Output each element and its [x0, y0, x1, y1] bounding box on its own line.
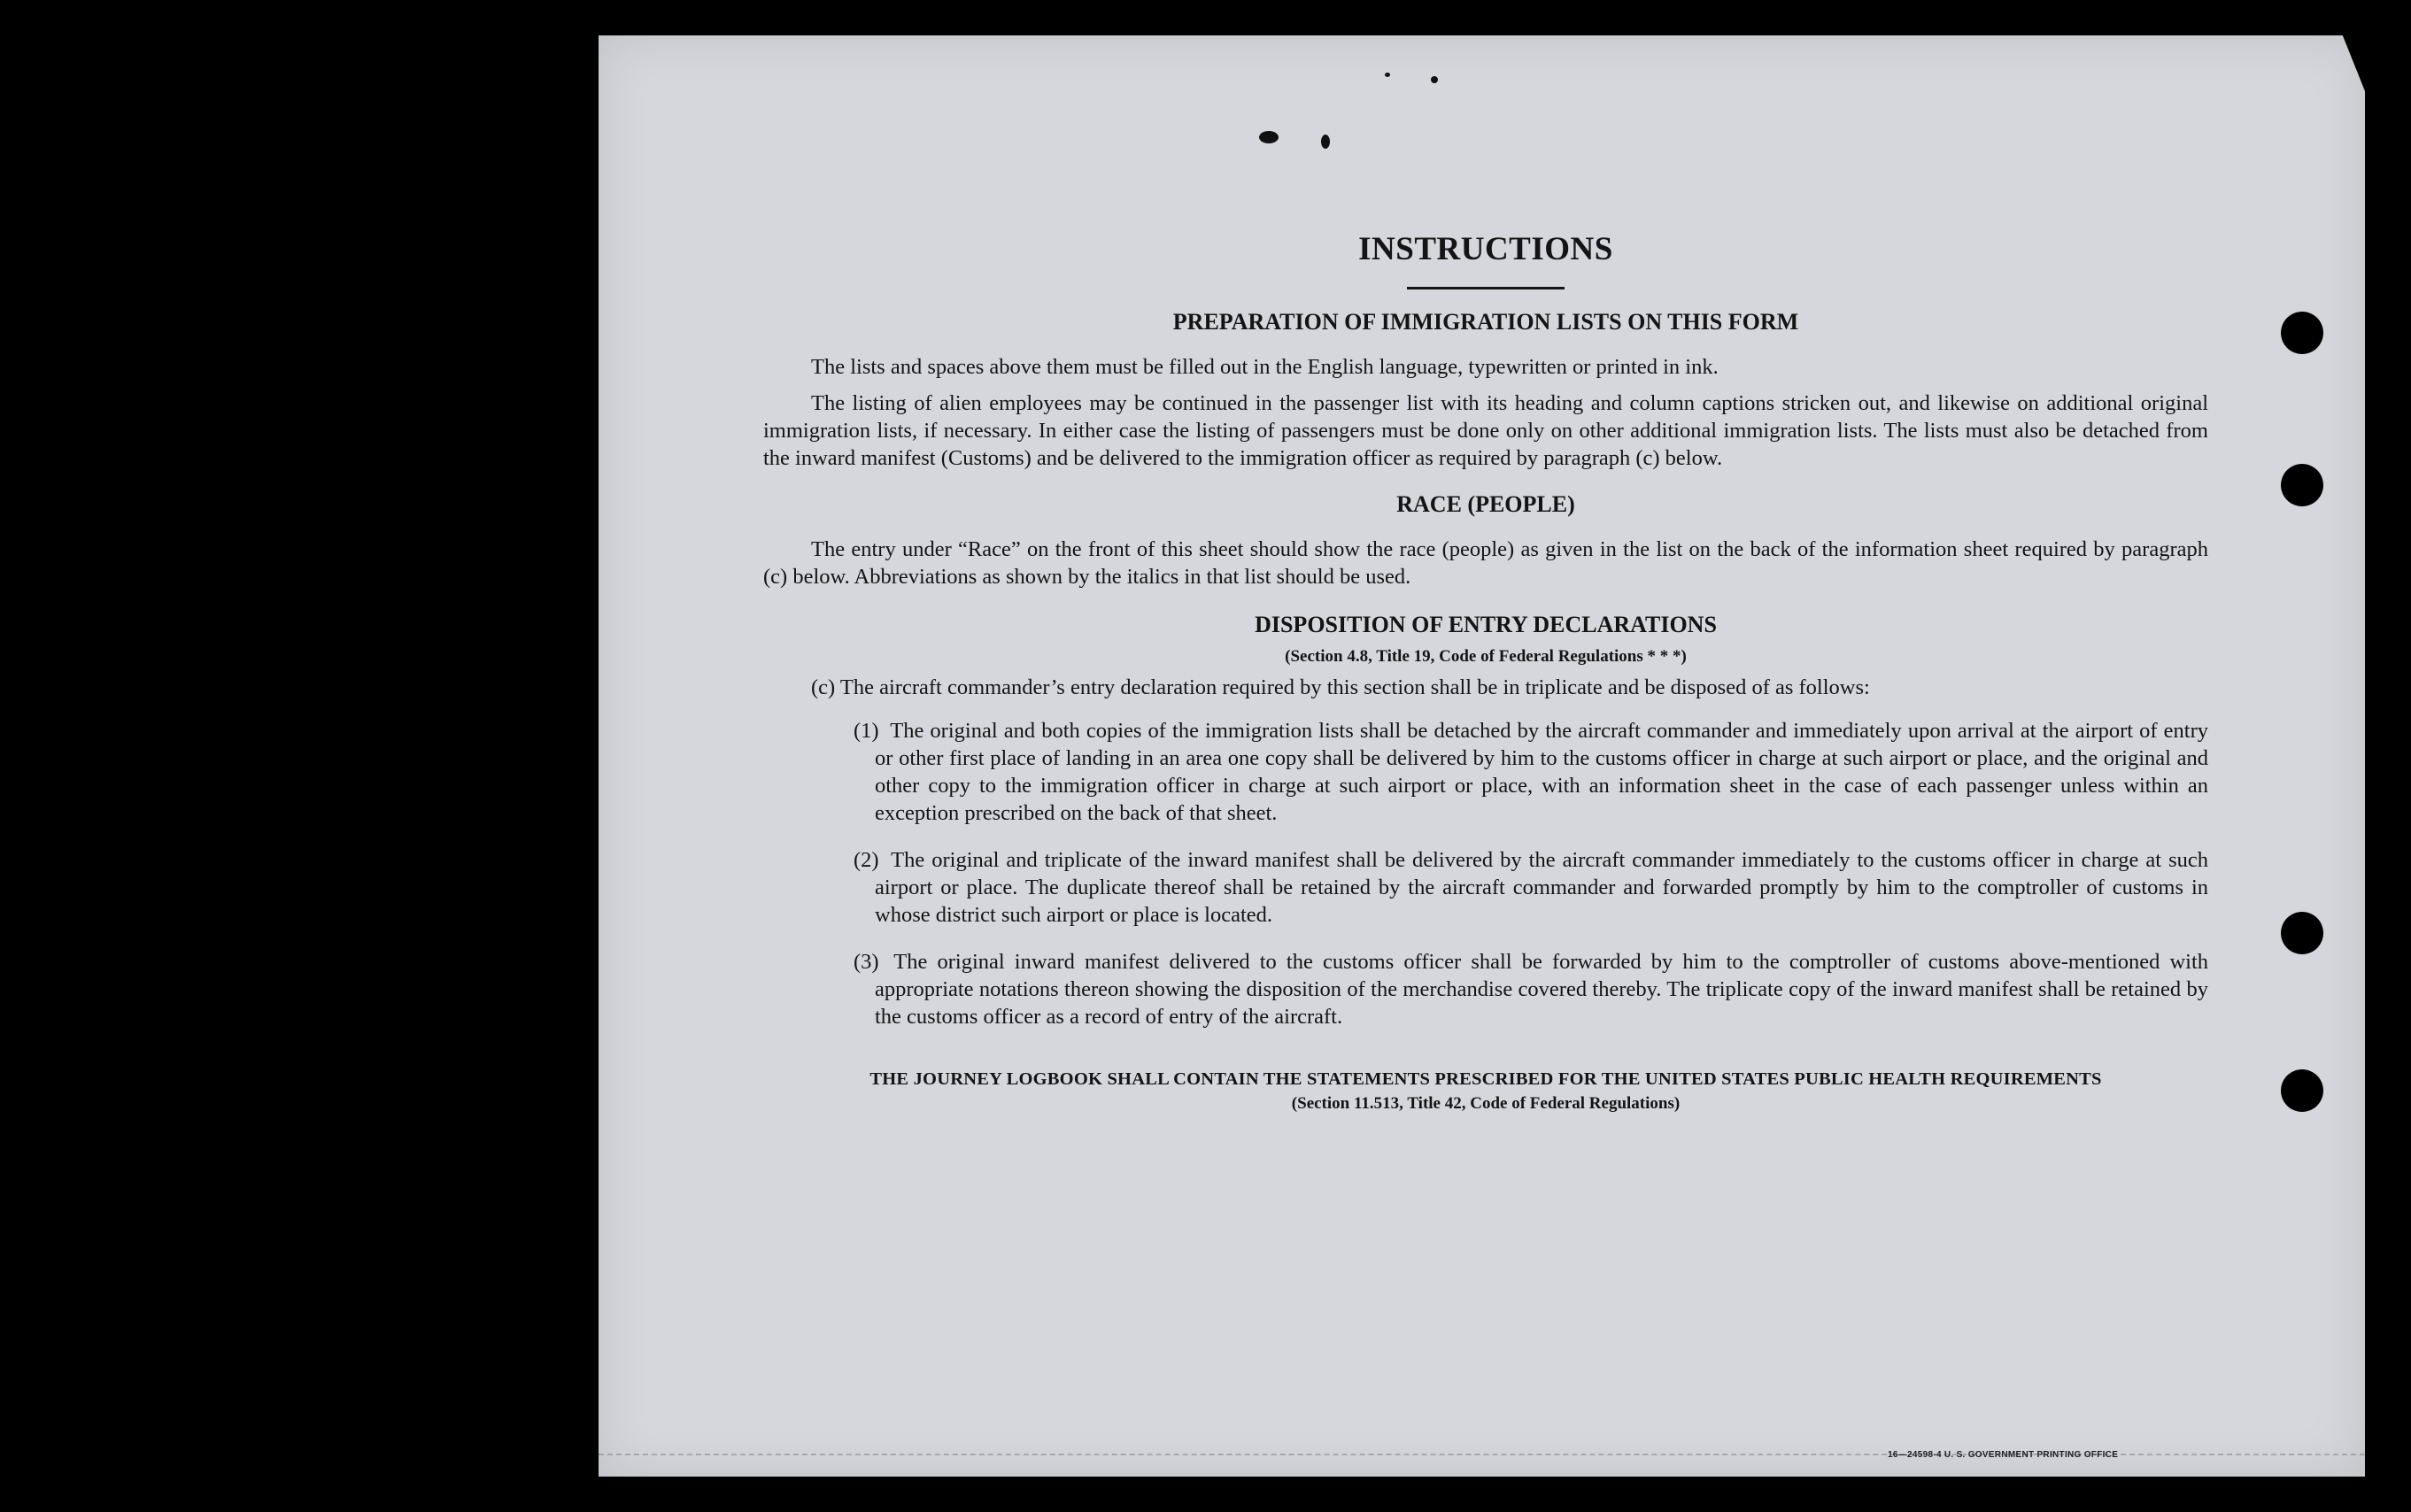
ink-speck	[1385, 73, 1390, 77]
document-title: INSTRUCTIONS	[1358, 231, 1613, 267]
disposition-item-2	[854, 846, 2208, 929]
race-paragraph: The entry under “Race” on the front of this sheet should show the race (people) as given in the list on the back of the information sheet required by paragraph (c) below. Abbreviations as shown by the italics in that list should be used.	[763, 536, 2208, 589]
disposition-item-3	[854, 948, 2208, 1030]
item-text: The original and both copies of the immigration lists shall be detached by the aircraft commander and immediately upon arrival at the airport of entry or other first place of landing in an area one copy shall be delivered by him to the customs officer in charge at such airport or place, and the original and other copy to the immigration officer in charge at such airport or place, with an information sheet in the case of each passenger unless within an exception prescribed on the back of that sheet.	[875, 718, 2208, 825]
disposition-item-1	[854, 717, 2208, 827]
torn-corner	[2342, 34, 2367, 96]
punch-hole-1	[2281, 312, 2323, 354]
health-citation: (Section 11.513, Title 42, Code of Federal Regulations)	[1291, 1094, 1681, 1114]
prep-paragraph-2: The listing of alien employees may be continued in the passenger list with its heading and column captions stricken out, and likewise on additional original immigration lists, if necessary. In either case the listing of passengers must be done only on other additional immigration lists. The lists must also be detached from the inward manifest (Customs) and be delivered to the immigration officer as required by paragraph (c) below.	[763, 391, 2208, 471]
race-heading: RACE (PEOPLE)	[1396, 491, 1575, 518]
disposition-citation: (Section 4.8, Title 19, Code of Federal Regulations * * *)	[1285, 646, 1687, 666]
title-underline	[1407, 287, 1565, 289]
punch-hole-2	[2281, 464, 2323, 506]
ink-speck	[1321, 135, 1330, 149]
item-label: (3)	[854, 949, 879, 974]
health-heading: THE JOURNEY LOGBOOK SHALL CONTAIN THE STATEMENTS PRESCRIBED FOR THE UNITED STATES PUBLIC HEALTH REQUIREMENTS	[869, 1068, 2102, 1089]
intro-label: (c)	[811, 675, 836, 699]
ink-speck	[1259, 131, 1279, 143]
punch-hole-3	[2281, 912, 2323, 954]
item-text: The original inward manifest delivered to the customs officer shall be forwarded by him to the comptroller of customs above-mentioned with appropriate notations thereon showing the disposition of the merchandise covered thereby. The triplicate copy of the inward manifest shall be retained by the customs officer as a record of entry of the aircraft.	[875, 949, 2208, 1029]
disposition-heading: DISPOSITION OF ENTRY DECLARATIONS	[1255, 611, 1717, 637]
ink-speck	[1431, 76, 1438, 83]
punch-hole-4	[2281, 1069, 2323, 1112]
instructions-document	[763, 212, 2208, 1460]
prep-paragraph-1: The lists and spaces above them must be filled out in the English language, typewritten or printed in ink.	[811, 355, 1719, 380]
disposition-intro	[811, 674, 2208, 701]
print-mark: 16—24598-4 U. S. GOVERNMENT PRINTING OFFICE	[1888, 1450, 2119, 1460]
item-label: (1)	[854, 718, 879, 743]
intro-text: The aircraft commander’s entry declaration required by this section shall be in triplicate and be disposed of as follows:	[839, 675, 1870, 699]
prep-heading: PREPARATION OF IMMIGRATION LISTS ON THIS FORM	[1172, 309, 1799, 336]
item-text: The original and triplicate of the inward manifest shall be delivered by the aircraft commander immediately to the customs officer in charge at such airport or place. The duplicate thereof shall be retained by the aircraft commander and forwarded promptly by him to the comptroller of customs in whose district such airport or place is located.	[875, 847, 2208, 927]
item-label: (2)	[854, 847, 879, 872]
